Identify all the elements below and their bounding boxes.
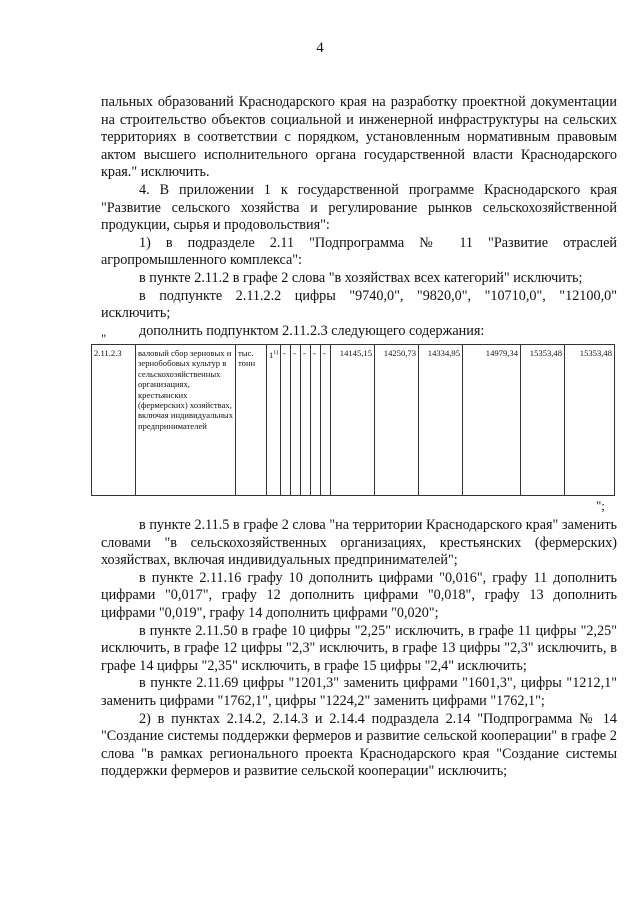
cell-note <box>267 345 281 496</box>
text-block-lower <box>101 517 617 781</box>
paragraph-2-11-69: в пункте 2.11.69 цифры "1201,3" заменить цифрами "1601,3", цифры "1212,1" заменить цифрами "1762,1", цифры "1224,2" заменить цифрами "1762,1"; <box>101 675 617 709</box>
note-superscript: 1) <box>273 350 279 356</box>
paragraph-2-11-50: в пункте 2.11.50 в графе 10 цифры "2,25" исключить, в графе 11 цифры "2,25" исключить, в графе 12 цифры "2,3" исключить, в графе 13 цифры "2,3" исключить, в графе 14 цифры "2,35" исключить, в графе 15 цифры "2,4" исключить; <box>101 622 617 674</box>
paragraph-subitem-2: 2) в пунктах 2.14.2, 2.14.3 и 2.14.4 подраздела 2.14 "Подпрограмма № 14 "Создание системы поддержки фермеров и развитие сельской кооперации" в графе 2 слова "в рамках регионального проекта Краснодарского края "Создание системы поддержки фермеров и развитие сельской кооперации" исключить; <box>101 710 617 780</box>
cell-dash: - <box>321 345 331 496</box>
note-value: 1 <box>269 349 274 360</box>
paragraph-2-11-2-2: в подпункте 2.11.2.2 цифры "9740,0", "9820,0", "10710,0", "12100,0" исключить; <box>101 287 617 322</box>
paragraph-subitem-1: 1) в подразделе 2.11 "Подпрограмма № 11 "Развитие отраслей агропромышленного комплекса": <box>101 234 617 269</box>
cell-value: 14250,73 <box>375 345 419 496</box>
cell-unit: тыс. тонн <box>236 345 267 496</box>
text-block-upper <box>101 94 617 340</box>
opening-quote: " <box>101 331 107 346</box>
paragraph-2-11-16: в пункте 2.11.16 графу 10 дополнить цифрами "0,016", графу 11 дополнить цифрами "0,017", графу 12 дополнить цифрами "0,018", графу 13 дополнить цифрами "0,019", графу 14 дополнить цифрами "0,020"; <box>101 569 617 621</box>
cell-indicator-name: валовый сбор зерновых и зернобобовых культур в сельскохозяйственных организациях, крестьянских (фермерских) хозяйствах, включая индивидуальных предпринимателей <box>136 345 236 496</box>
paragraph-2-11-5: в пункте 2.11.5 в графе 2 слова "на территории Краснодарского края" заменить словами "в сельскохозяйственных организациях, крестьянских (фермерских) хозяйствах, включая индивидуальных предпринимателей"; <box>101 517 617 569</box>
page-number: 4 <box>316 40 324 56</box>
cell-value: 14145,15 <box>331 345 375 496</box>
paragraph-2-11-2: в пункте 2.11.2 в графе 2 слова "в хозяйствах всех категорий" исключить; <box>139 269 583 286</box>
cell-dash: - <box>301 345 311 496</box>
cell-code: 2.11.2.3 <box>92 345 136 496</box>
paragraph-continuation: пальных образований Краснодарского края на разработку проектной документации на строительство объектов социальной и инженерной инфраструктуры на сельских территориях в соответствии с порядком, установленным нормативным правовым актом высшего исполнительного органа государственной власти Краснодарского края." исключить. <box>101 94 617 181</box>
cell-value: 15353,48 <box>565 345 615 496</box>
cell-dash: - <box>281 345 291 496</box>
cell-dash: - <box>311 345 321 496</box>
closing-quote: "; <box>596 498 605 513</box>
cell-value: 15353,48 <box>521 345 565 496</box>
cell-value: 14334,95 <box>419 345 463 496</box>
cell-value: 14979,34 <box>463 345 521 496</box>
paragraph-add-2-11-2-3: дополнить подпунктом 2.11.2.3 следующего содержания: <box>139 322 485 339</box>
table-row <box>92 345 615 496</box>
paragraph-item-4: 4. В приложении 1 к государственной программе Краснодарского края "Развитие сельского хозяйства и регулирование рынков сельскохозяйственной продукции, сырья и продовольствия": <box>101 181 617 234</box>
inserted-table <box>91 344 615 496</box>
cell-dash: - <box>291 345 301 496</box>
